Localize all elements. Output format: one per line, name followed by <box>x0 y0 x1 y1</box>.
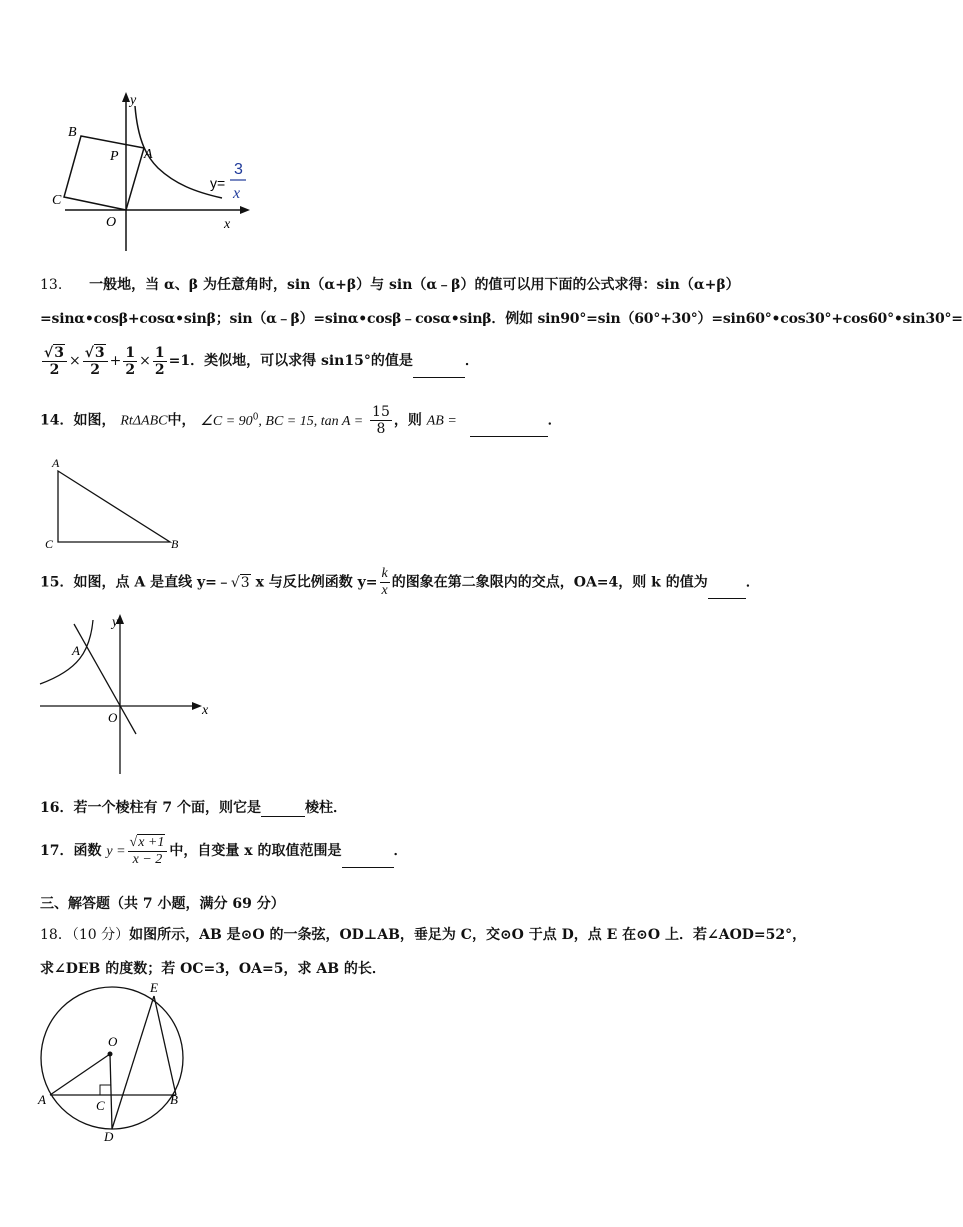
segment-DE <box>112 996 154 1129</box>
label-B: B <box>171 537 179 551</box>
q13-frac2: $\frac{√3}{2}$ <box>83 344 108 378</box>
x-axis-arrow <box>240 206 250 214</box>
q18-text1: 如图所示，AB 是⊙O 的一条弦，OD⊥AB，垂足为 C，交⊙O 于点 D，点 E 在⊙O 上．若∠AOD=52°， <box>129 927 807 943</box>
figure-q14 <box>40 455 190 555</box>
q16-line: 16．若一个棱柱有 7 个面，则它是 棱柱． <box>40 800 347 816</box>
x-axis-arrow <box>192 702 202 710</box>
label-A: A <box>144 147 153 162</box>
q16-text: 16．若一个棱柱有 7 个面，则它是 <box>40 800 261 816</box>
q13-frac1: $\frac{√3}{2}$ <box>42 344 67 378</box>
q15-line: 15．如图，点 A 是直线 y=﹣√3 x 与反比例函数 y= $\frac{k}{x}$ 的图象在第二象限内的交点，OA=4，则 k 的值为 ． <box>40 566 760 598</box>
q13-line1 <box>40 274 740 294</box>
label-O: O <box>108 710 118 725</box>
square-OABC <box>64 136 144 210</box>
figure-q18 <box>36 980 196 1145</box>
y-axis-arrow <box>122 92 130 102</box>
label-A: A <box>52 456 60 470</box>
triangle-ABC <box>58 471 170 542</box>
q18-label: 18．（10 分） <box>40 927 130 943</box>
q17-answer-blank[interactable] <box>342 851 394 868</box>
label-O: O <box>106 215 117 230</box>
hyperbola-curve <box>40 620 93 684</box>
q14-tan-frac: $\frac{15}{8}$ <box>372 404 390 437</box>
label-C: C <box>96 1098 105 1113</box>
q14-condition: ∠C = $90^0$, BC = 15, tan A = <box>200 411 364 429</box>
q13-number: 13. <box>40 277 63 293</box>
label-C: C <box>45 537 54 551</box>
q18-line1 <box>40 924 806 944</box>
q15-text3: 的图象在第二象限内的交点，OA=4，则 k 的值为 <box>391 574 708 591</box>
func-den: x <box>233 185 241 202</box>
label-y: y <box>112 615 119 630</box>
q14-answer-blank[interactable] <box>470 420 548 437</box>
q17-frac: $\frac{√x +1}{x - 2}$ <box>128 834 168 868</box>
label-D: D <box>104 1129 114 1144</box>
figure-q12 <box>40 88 270 258</box>
label-P: P <box>110 149 119 164</box>
label-x: x <box>224 217 231 232</box>
label-B: B <box>170 1092 178 1107</box>
q13-answer-blank[interactable] <box>413 361 465 378</box>
q17-text2: 中，自变量 x 的取值范围是 <box>169 843 342 859</box>
figure-q15 <box>38 612 218 777</box>
q13-line3: $\frac{√3}{2}$ × $\frac{√3}{2}$ + $\frac{1}{2}$ × $\frac{1}{2}$ =1．类似地，可以求得 sin15°的值是 ． <box>44 344 479 378</box>
q17-line: 17．函数 y = $\frac{√x +1}{x - 2}$ 中，自变量 x 的取值范围是 ． <box>40 835 408 867</box>
func-num: 3 <box>234 161 243 178</box>
label-y: y <box>130 93 137 108</box>
center-point <box>108 1052 113 1057</box>
q13-tail: =1．类似地，可以求得 sin15°的值是 <box>168 353 413 369</box>
label-B: B <box>68 125 77 140</box>
label-A: A <box>72 643 80 658</box>
q15-sqrt: 3 <box>240 574 250 591</box>
label-C: C <box>52 193 62 208</box>
q15-text2: x 与反比例函数 y= <box>255 574 378 591</box>
q13-frac3: $\frac{1}{2}$ <box>125 344 136 378</box>
func-prefix: y= <box>210 175 226 191</box>
q13-line2: =sinα•cosβ+cosα•sinβ；sin（α﹣β）=sinα•cosβ﹣cosα•sinβ．例如 sin90°=sin（60°+30°）=sin60°•cos30°+cos60°•sin30°= <box>40 311 963 327</box>
segment-OD <box>110 1054 112 1129</box>
label-x: x <box>202 703 209 718</box>
q17-text1: 17．函数 <box>40 843 102 859</box>
label-O: O <box>108 1034 118 1049</box>
q14-line: 14．如图， RtΔABC中， ∠C = $90^0$, BC = 15, tan A = $\frac{15}{8}$ ，则 AB = ． <box>40 404 562 437</box>
q14-text1: 14．如图， <box>40 412 116 429</box>
q14-ab: AB = <box>426 413 457 429</box>
label-A: A <box>38 1092 46 1107</box>
q14-triangle: RtΔABC <box>120 413 168 429</box>
section-heading: 三、解答题（共 7 小题，满分 69 分） <box>40 896 285 912</box>
q13-text1: 一般地，当 α、β 为任意角时，sin（α+β）与 sin（α﹣β）的值可以用下面的公式求得：sin（α+β） <box>89 277 740 293</box>
q15-frac: $\frac{k}{x}$ <box>381 566 388 598</box>
q16-answer-blank[interactable] <box>261 800 305 817</box>
q15-text1: 15．如图，点 A 是直线 y=﹣ <box>40 574 231 591</box>
q13-frac4: $\frac{1}{2}$ <box>154 344 165 378</box>
right-angle-mark <box>100 1085 111 1095</box>
line-y-neg-sqrt3x <box>74 624 136 734</box>
q18-line2: 求∠DEB 的度数；若 OC=3，OA=5，求 AB 的长． <box>40 961 386 977</box>
q15-answer-blank[interactable] <box>708 582 746 599</box>
label-E: E <box>150 980 158 995</box>
segment-OA <box>50 1054 110 1095</box>
